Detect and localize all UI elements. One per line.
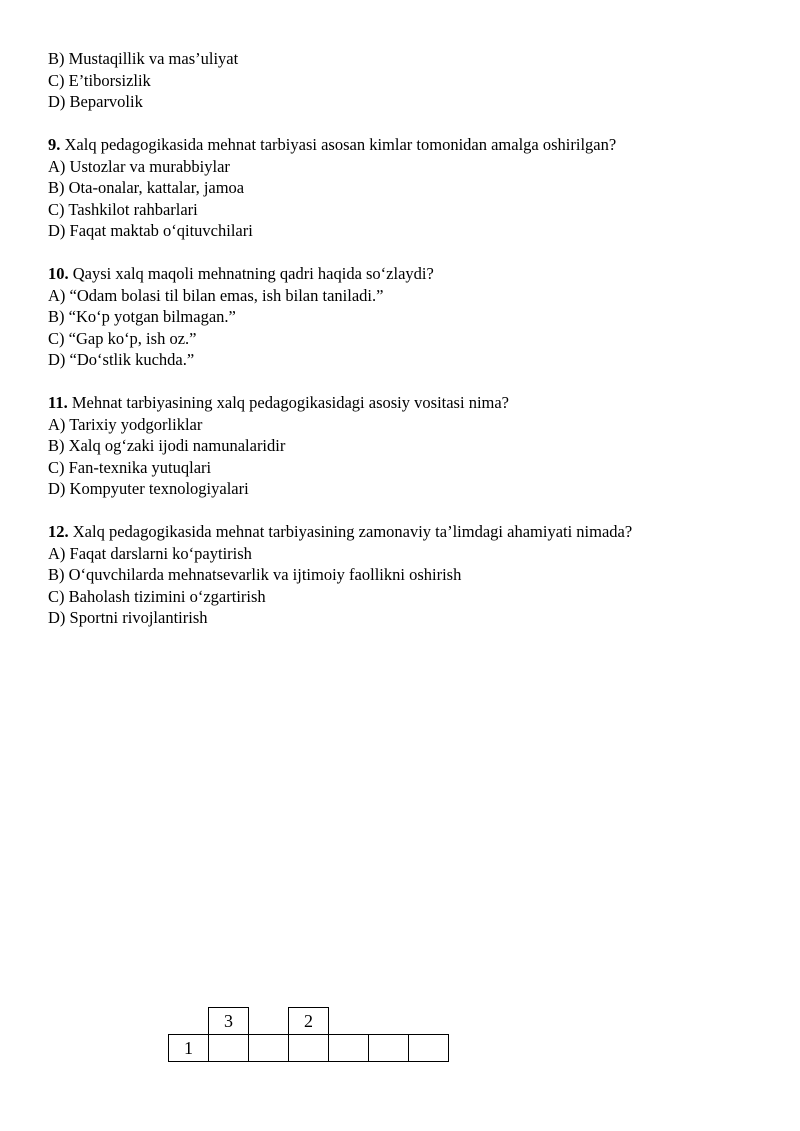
option: C) Baholash tizimini o‘zgartirish bbox=[48, 586, 266, 606]
option: D) Kompyuter texnologiyalari bbox=[48, 479, 249, 498]
option: C) Tashkilot rahbarlari bbox=[48, 199, 198, 219]
option: D) Sportni rivojlantirish bbox=[48, 608, 208, 627]
option: D) Beparvolik bbox=[48, 92, 143, 111]
question-9 bbox=[48, 134, 768, 242]
crossword-cell bbox=[408, 1034, 449, 1062]
question-body: Mehnat tarbiyasining xalq pedagogikasidagi asosiy vositasi nima? bbox=[71, 393, 510, 412]
option: B) O‘quvchilarda mehnatsevarlik va ijtimoiy faollikni oshirish bbox=[48, 565, 462, 584]
option: B) Xalq og‘zaki ijodi namunalaridir bbox=[48, 436, 286, 455]
question-10 bbox=[48, 263, 768, 371]
crossword-grid bbox=[168, 1007, 458, 1067]
question-number: 11. bbox=[48, 393, 68, 412]
option: A) “Odam bolasi til bilan emas, ish bilan taniladi.” bbox=[48, 285, 384, 305]
option: A) Ustozlar va murabbiylar bbox=[48, 156, 230, 176]
crossword-cell bbox=[288, 1034, 329, 1062]
question-number: 12. bbox=[48, 522, 69, 541]
option: C) E’tiborsizlik bbox=[48, 70, 151, 90]
question-number: 9. bbox=[48, 135, 61, 154]
crossword-cell bbox=[328, 1034, 369, 1062]
option: B) Mustaqillik va mas’uliyat bbox=[48, 49, 239, 68]
crossword-cell-clue-1: 1 bbox=[168, 1034, 209, 1062]
option: C) Fan-texnika yutuqlari bbox=[48, 457, 212, 477]
crossword-cell bbox=[248, 1034, 289, 1062]
option: A) Tarixiy yodgorliklar bbox=[48, 414, 203, 434]
question-12 bbox=[48, 521, 768, 629]
question-11 bbox=[48, 392, 768, 500]
crossword-cell bbox=[368, 1034, 409, 1062]
option: D) “Do‘stlik kuchda.” bbox=[48, 350, 195, 369]
question-number: 10. bbox=[48, 264, 69, 283]
question-text bbox=[48, 392, 768, 414]
continued-options bbox=[48, 48, 768, 113]
option: B) Ota-onalar, kattalar, jamoa bbox=[48, 178, 245, 197]
question-text bbox=[48, 263, 768, 285]
option: D) Faqat maktab o‘qituvchilari bbox=[48, 221, 253, 240]
option: A) Faqat darslarni ko‘paytirish bbox=[48, 543, 252, 563]
question-body: Xalq pedagogikasida mehnat tarbiyasining zamonaviy ta’limdagi ahamiyati nimada? bbox=[72, 522, 633, 541]
question-body: Qaysi xalq maqoli mehnatning qadri haqida so‘zlaydi? bbox=[72, 264, 434, 283]
option: C) “Gap ko‘p, ish oz.” bbox=[48, 328, 197, 348]
question-text bbox=[48, 134, 768, 156]
crossword-cell bbox=[208, 1034, 249, 1062]
crossword-cell-clue-2: 2 bbox=[288, 1007, 329, 1035]
option: B) “Ko‘p yotgan bilmagan.” bbox=[48, 307, 236, 326]
crossword-cell-clue-3: 3 bbox=[208, 1007, 249, 1035]
question-body: Xalq pedagogikasida mehnat tarbiyasi asosan kimlar tomonidan amalga oshirilgan? bbox=[64, 135, 617, 154]
question-text bbox=[48, 521, 768, 543]
document-page bbox=[48, 48, 768, 650]
